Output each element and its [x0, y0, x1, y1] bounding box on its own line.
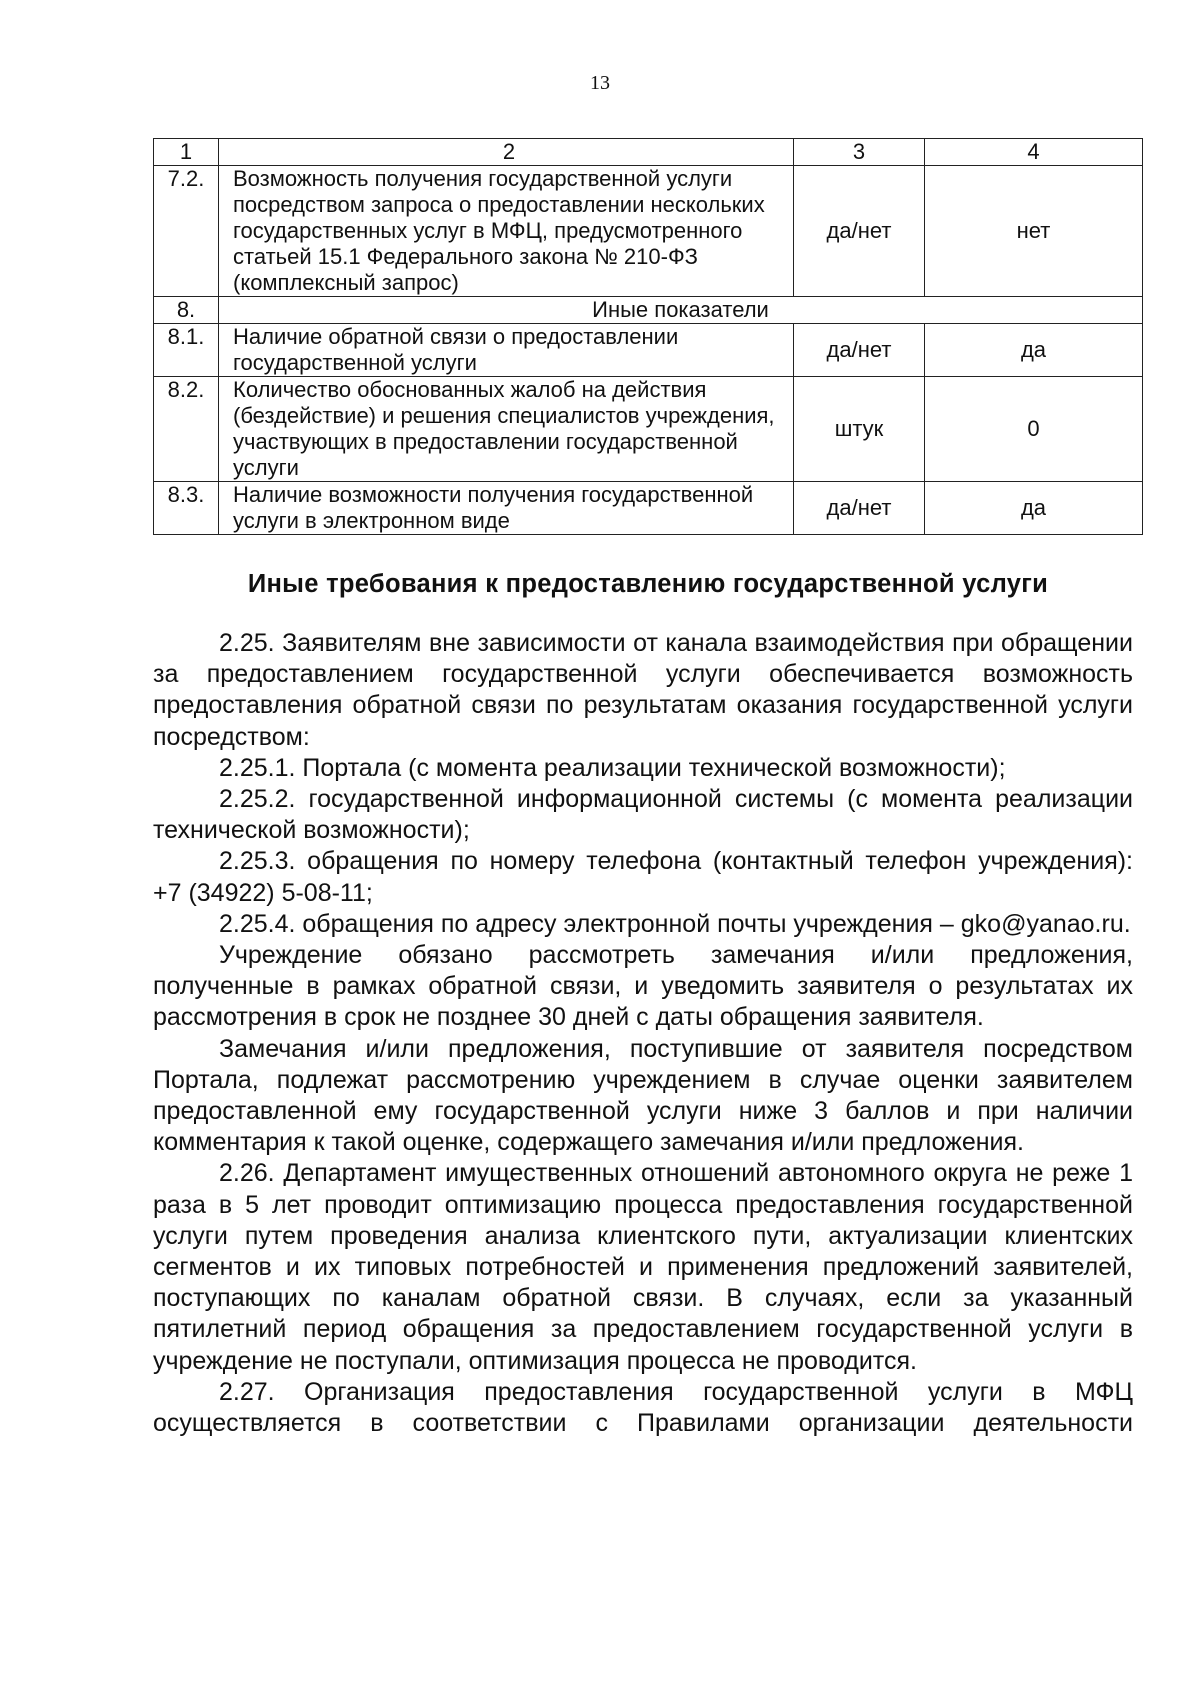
table-header-cell: 4 [925, 139, 1143, 166]
row-description: Возможность получения государственной услуги посредством запроса о предоставлении нескольких государственных услуг в МФЦ, предусмотренного статьей 15.1 Федерального закона № 210-ФЗ (комплексный запрос) [219, 166, 794, 297]
table-row [154, 377, 1143, 482]
row-value: нет [925, 166, 1143, 297]
paragraph: 2.26. Департамент имущественных отношений автономного округа не реже 1 раза в 5 лет проводит оптимизацию процесса предоставления государственной услуги путем проведения анализа клиентского пути, актуализации клиентских сегментов и их типовых потребностей и применения предложений заявителей, поступающих по каналам обратной связи. В случаях, если за указанный пятилетний период обращения за предоставлением государственной услуги в учреждение не поступали, оптимизация процесса не проводится. [153, 1159, 1133, 1375]
row-number: 8.3. [154, 482, 219, 535]
table-row [154, 297, 1143, 324]
table-header-cell: 3 [794, 139, 925, 166]
paragraph: Замечания и/или предложения, поступившие от заявителя посредством Портала, подлежат рассмотрению учреждением в случае оценки заявителем предоставленной ему государственной услуги ниже 3 баллов и при наличии комментария к такой оценке, содержащего замечания и/или предложения. [153, 1034, 1133, 1157]
row-number: 8.2. [154, 377, 219, 482]
body-text [153, 628, 1133, 1439]
row-number: 8.1. [154, 324, 219, 377]
indicators-table [153, 138, 1143, 535]
row-value: 0 [925, 377, 1143, 482]
table-header-cell: 2 [219, 139, 794, 166]
row-unit: да/нет [794, 482, 925, 535]
table-row [154, 166, 1143, 297]
row-unit: да/нет [794, 166, 925, 297]
page-number: 13 [590, 72, 610, 94]
table-row [154, 324, 1143, 377]
paragraph: 2.25.4. обращения по адресу электронной почты учреждения – gko@yanao.ru. [219, 909, 1131, 938]
row-value: да [925, 324, 1143, 377]
row-description: Наличие обратной связи о предоставлении государственной услуги [219, 324, 794, 377]
table-row [154, 482, 1143, 535]
row-description: Наличие возможности получения государственной услуги в электронном виде [219, 482, 794, 535]
row-unit: штук [794, 377, 925, 482]
table-header-cell: 1 [154, 139, 219, 166]
paragraph: 2.27. Организация предоставления государственной услуги в МФЦ осуществляется в соответствии с Правилами организации деятельности [153, 1377, 1133, 1438]
row-value: да [925, 482, 1143, 535]
row-number: 7.2. [154, 166, 219, 297]
paragraph: 2.25.3. обращения по номеру телефона (контактный телефон учреждения): +7 (34922) 5-08-11; [153, 847, 1133, 907]
paragraph: 2.25.2. государственной информационной системы (с момента реализации технической возможности); [153, 785, 1133, 845]
row-number: 8. [154, 297, 219, 324]
section-heading: Иные требования к предоставлению государственной услуги [247, 570, 1049, 598]
row-description: Количество обоснованных жалоб на действия (бездействие) и решения специалистов учреждения, участвующих в предоставлении государственной услуги [219, 377, 794, 482]
row-unit: да/нет [794, 324, 925, 377]
paragraph: Учреждение обязано рассмотреть замечания и/или предложения, полученные в рамках обратной связи, и уведомить заявителя о результатах их рассмотрения в срок не позднее 30 дней с даты обращения заявителя. [153, 941, 1133, 1032]
row-group-title: Иные показатели [219, 297, 1143, 324]
paragraph: 2.25. Заявителям вне зависимости от канала взаимодействия при обращении за предоставлением государственной услуги обеспечивается возможность предоставления обратной связи по результатам оказания государственной услуги посредством: [153, 629, 1133, 751]
table-header-row [154, 139, 1143, 166]
paragraph: 2.25.1. Портала (с момента реализации технической возможности); [219, 753, 1006, 782]
